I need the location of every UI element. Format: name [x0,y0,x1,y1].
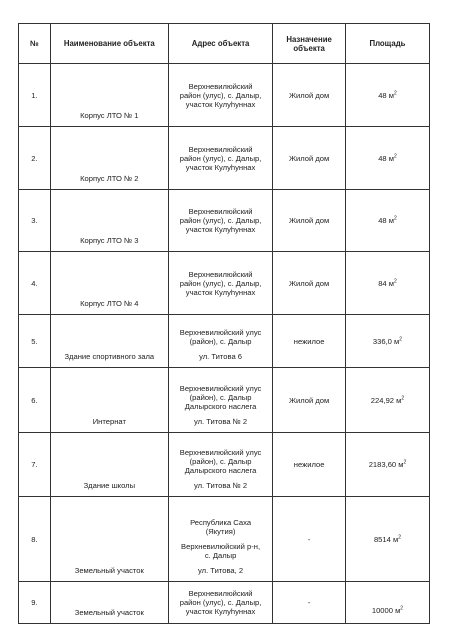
area-unit-exponent: 2 [399,335,403,342]
address-street: ул. Титова № 2 [193,481,248,490]
objects-table [18,23,430,624]
object-name: Земельный участок [50,497,168,582]
object-area [345,582,429,624]
header-purpose: Назначение объекта [273,24,346,64]
object-purpose: Жилой дом [273,252,346,315]
object-address [168,433,272,497]
object-purpose: - [273,497,346,582]
table-row [19,315,430,368]
address-line: Верхневилюйский [188,81,253,91]
address-line: Верхневилюйский р-н, [181,542,261,551]
object-address [168,64,272,127]
row-number: 5. [19,315,51,368]
object-area [345,127,429,190]
header-row [19,24,430,64]
address-line: Верхневилюйский улус [179,328,262,337]
object-name: Корпус ЛТО № 2 [50,127,168,190]
object-area [345,190,429,252]
address-line: участок Кулуһуннах [185,99,256,109]
address-line: участок Кулуһуннах [185,287,256,297]
address-line: Верхневилюйский улус [179,384,262,393]
address-street: ул. Титова № 2 [193,417,248,426]
address-line: район (улус), с. Далыр, [179,278,262,288]
address-line: (район), с. Далыр [189,337,252,346]
object-purpose: Жилой дом [273,190,346,252]
object-purpose: Жилой дом [273,127,346,190]
object-address [168,252,272,315]
address-line: (район), с. Далыр [189,457,252,466]
row-number: 4. [19,252,51,315]
area-value: 48 м [378,153,394,163]
object-purpose: нежилое [273,315,346,368]
address-street: ул. Титова 6 [199,352,243,361]
area-unit-exponent: 2 [393,89,397,96]
address-line: Верхневилюйский [188,589,253,598]
address-line: (район), с. Далыр [189,393,252,402]
table-row [19,190,430,252]
object-name: Корпус ЛТО № 1 [50,64,168,127]
area-value: 84 м [378,278,394,288]
area-unit-exponent: 2 [400,605,404,612]
area-value: 336,0 м [372,336,400,346]
object-area [345,433,429,497]
area-value: 224,92 м [370,395,402,405]
area-unit-exponent: 2 [401,394,405,401]
table-row [19,582,430,624]
address-line: Республика Саха [190,518,252,527]
address-line: Верхневилюйский улус [179,448,262,457]
address-line: Верхневилюйский [188,144,253,154]
object-name: Интернат [50,368,168,433]
address-line: участок Кулуһуннах [185,225,256,234]
row-number: 8. [19,497,51,582]
object-purpose: Жилой дом [273,368,346,433]
header-number: № [19,24,51,64]
object-purpose: нежилое [273,433,346,497]
area-value: 8514 м [373,534,399,544]
object-address [168,127,272,190]
object-name: Земельный участок [50,582,168,624]
object-area [345,252,429,315]
header-address: Адрес объекта [168,24,272,64]
address-line: район (улус), с. Далыр, [179,598,262,607]
address-line: (Якутия) [205,527,236,536]
table-body [19,64,430,624]
area-unit-exponent: 2 [403,459,407,466]
row-number: 3. [19,190,51,252]
area-unit-exponent: 2 [398,533,401,540]
area-value: 48 м [378,216,394,225]
object-address [168,190,272,252]
address-street: ул. Титова, 2 [198,566,244,575]
address-line: Верхневилюйский [188,207,253,216]
area-value: 48 м [378,90,394,100]
cut-off-caption [0,2,450,8]
object-name: Здание школы [50,433,168,497]
address-line: участок Кулуһуннах [185,607,256,616]
object-address [168,315,272,368]
object-name: Здание спортивного зала [50,315,168,368]
table-row [19,252,430,315]
table-row [19,497,430,582]
object-area [345,64,429,127]
header-name: Наименование объекта [50,24,168,64]
table-row [19,127,430,190]
address-line: район (улус), с. Далыр, [179,153,262,163]
address-line: с. Далыр [204,551,237,560]
object-name: Корпус ЛТО № 4 [50,252,168,315]
address-line: Верхневилюйский [188,269,253,279]
row-number: 2. [19,127,51,190]
object-area [345,315,429,368]
object-name: Корпус ЛТО № 3 [50,190,168,252]
address-line: район (улус), с. Далыр, [179,90,262,100]
address-line: Далырского наслега [184,402,257,411]
area-unit-exponent: 2 [393,215,397,222]
object-address [168,582,272,624]
object-address [168,497,272,582]
row-number: 6. [19,368,51,433]
area-value: 10000 м [371,606,401,615]
object-address [168,368,272,433]
object-purpose: Жилой дом [273,64,346,127]
area-value: 2183,60 м [368,460,404,469]
address-line: участок Кулуһуннах [185,162,256,172]
table-row [19,64,430,127]
row-number: 1. [19,64,51,127]
header-area: Площадь [345,24,429,64]
object-purpose: - [273,582,346,624]
row-number: 7. [19,433,51,497]
object-area [345,497,429,582]
area-unit-exponent: 2 [393,277,397,284]
address-line: район (улус), с. Далыр, [179,216,262,225]
table-row [19,368,430,433]
row-number: 9. [19,582,51,624]
object-area [345,368,429,433]
table-row [19,433,430,497]
address-line: Далырского наслега [184,466,257,475]
area-unit-exponent: 2 [393,152,397,159]
